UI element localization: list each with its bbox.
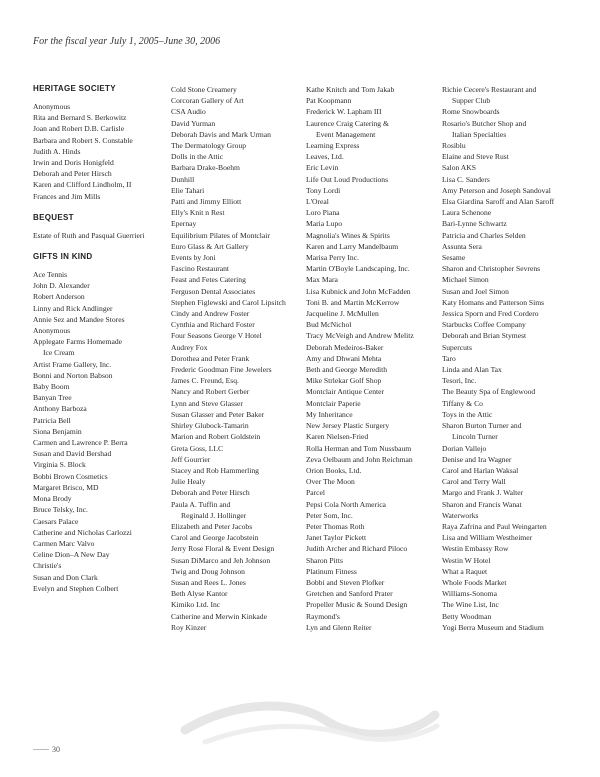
donor-name: Elsa Giardina Saroff and Alan Saroff (442, 197, 555, 207)
donor-name: Anonymous (33, 102, 71, 111)
donor-name: Peter Thomas Roth (306, 521, 365, 531)
donor-name: Mona Brody (33, 494, 72, 504)
donor-name: Anonymous (33, 326, 71, 336)
gifts-list-col2 (171, 84, 301, 633)
donor-name: Life Out Loud Productions (306, 174, 389, 184)
donor-name: Beth and George Meredith (306, 365, 388, 375)
donor-name: Michael Simon (442, 275, 489, 285)
donor-name: Tony Lordi (306, 185, 341, 195)
donor-name: Cynthia and Richard Foster (171, 320, 255, 330)
donor-name: Susan Glasser and Peter Baker (171, 409, 265, 419)
donor-name: Supercuts (442, 342, 472, 352)
page-number (33, 745, 60, 754)
donor-name: Yogi Berra Museum and Stadium (442, 622, 544, 632)
donor-name: Epernay (171, 219, 197, 229)
donor-name: Tracy McVeigh and Andrew Melitz (306, 331, 414, 341)
donor-name: Over The Moon (306, 477, 355, 487)
donor-name: Patricia Bell (33, 415, 71, 425)
donor-name: Carol and Harlan Waksal (442, 465, 519, 475)
donor-name: Linny and Rick Andlinger (33, 303, 113, 313)
donor-name: Stephen Figlewski and Carol Lipsitch (171, 297, 286, 307)
donor-name: Evelyn and Stephen Colbert (33, 583, 119, 593)
donor-name: Rome Snowboards (442, 107, 500, 117)
donor-name: Denise and Ira Wagner (442, 454, 512, 464)
donor-name: Jessica Sporn and Fred Cordero (442, 309, 539, 319)
donor-name: Carol and George Jacobstein (171, 533, 259, 543)
donor-name: L'Oreal (306, 197, 329, 207)
donor-name: Betty Woodman (442, 611, 492, 621)
donor-name: Events by Joni (171, 253, 216, 263)
donor-name: Catherine and Merwin Kinkade (171, 611, 267, 621)
bequest-section (33, 213, 163, 241)
donor-name: Sharon and Francis Wanat (442, 499, 522, 509)
donor-name: Laurence Craig Catering & (306, 118, 389, 128)
donor-name: Frederic Goodman Fine Jewelers (171, 365, 272, 375)
donor-name: Supper Club (452, 96, 491, 106)
donor-name: Siona Benjamin (33, 426, 82, 436)
donor-name: Loro Piana (306, 208, 340, 218)
donor-name: Williams-Sonoma (442, 589, 497, 599)
heritage-section (33, 84, 163, 202)
donor-name: Dorothea and Peter Frank (171, 353, 250, 363)
donor-name: Platinum Fitness (306, 566, 357, 576)
donor-name: Joan and Robert D.B. Carlisle (33, 124, 125, 134)
donor-name: Equilibrium Pilates of Montclair (171, 230, 270, 240)
donor-name: Judith A. Hinds (33, 146, 81, 156)
donor-name: Richie Cecere's Restaurant and (442, 85, 537, 94)
donor-name: Peter Som, Inc. (306, 510, 353, 520)
donor-name: Barbara and Robert S. Constable (33, 135, 133, 145)
donor-name: Orion Books, Ltd. (306, 465, 362, 475)
donor-name: Karen and Clifford Lindholm, II (33, 180, 132, 190)
donor-name: Propeller Music & Sound Design (306, 600, 408, 610)
donor-name: Martin O'Boyle Landscaping, Inc. (306, 264, 410, 274)
donor-name: Elizabeth and Peter Jacobs (171, 521, 253, 531)
decorative-swirl-icon (175, 690, 445, 750)
donor-name: Barbara Drake-Boehm (171, 163, 240, 173)
donor-name: The Dermatology Group (171, 141, 247, 151)
donor-name: Irwin and Doris Honigfeld (33, 158, 114, 168)
donor-name: Lynn and Steve Glasser (171, 398, 243, 408)
donor-name: Zeva Oelbaum and John Reichman (306, 454, 413, 464)
donor-name: Corcoran Gallery of Art (171, 96, 244, 106)
donor-name: Bruce Telsky, Inc. (33, 505, 88, 515)
gifts-list-col3 (306, 84, 436, 633)
donor-name: Laura Schenone (442, 208, 492, 218)
donor-name: Shirley Glubock-Tamarin (171, 421, 249, 431)
donor-name: Lisa Kubnick and John McFadden (306, 286, 411, 296)
donor-name: Twig and Doug Johnson (171, 566, 245, 576)
donor-name: Jacqueline J. McMullen (306, 309, 379, 319)
donor-name: Bobbi and Steven Plofker (306, 577, 385, 587)
donor-name: Stacey and Rob Hammerling (171, 465, 259, 475)
donor-name: Leaves, Ltd. (306, 152, 344, 162)
donor-name: Roy Kinzer (171, 622, 207, 632)
column-2 (171, 84, 301, 633)
donor-name: Amy Peterson and Joseph Sandoval (442, 185, 551, 195)
donor-name: Carol and Terry Wall (442, 477, 506, 487)
donor-name: Montclair Antique Center (306, 387, 385, 397)
donor-name: Pepsi Cola North America (306, 499, 386, 509)
donor-name: Montclair Paperie (306, 398, 361, 408)
donor-name: Ice Cream (43, 348, 75, 358)
donor-name: Event Management (316, 129, 376, 139)
fiscal-year-caption: For the fiscal year July 1, 2005–June 30, 2006 (33, 36, 221, 47)
donor-name: Tesori, Inc. (442, 376, 477, 386)
donor-name: Paula A. Tuffin and (171, 499, 231, 509)
donor-name: Parcel (306, 488, 325, 498)
donor-name: Dunhill (171, 174, 195, 184)
donor-name: Ferguson Dental Associates (171, 286, 256, 296)
donor-name: Cindy and Andrew Foster (171, 309, 250, 319)
donor-name: David Yurman (171, 118, 216, 128)
donor-name: Virginia S. Block (33, 460, 86, 470)
donor-name: Marisa Perry Inc. (306, 253, 359, 263)
donor-name: Lyn and Glenn Reiter (306, 622, 372, 632)
donor-name: Toys in the Attic (442, 409, 493, 419)
donor-name: Jeff Gourrier (171, 454, 211, 464)
page-number-text: 30 (52, 745, 60, 754)
donor-name: Beth Alyse Kantor (171, 589, 228, 599)
donor-name: Fascino Restaurant (171, 264, 229, 274)
donor-name: Catherine and Nicholas Carlozzi (33, 527, 132, 537)
donor-name: Eric Levin (306, 163, 339, 173)
donor-name: Gretchen and Sanford Prater (306, 589, 393, 599)
donor-name: Euro Glass & Art Gallery (171, 241, 249, 251)
donor-name: Susan DiMarco and Jeh Johnson (171, 555, 271, 565)
gifts-list-col4 (442, 84, 592, 633)
donor-name: Deborah and Peter Hirsch (33, 169, 112, 179)
donor-name: Lincoln Turner (452, 432, 498, 442)
donor-name: Toni B. and Martin McKerrow (306, 297, 400, 307)
donor-name: Maria Lupo (306, 219, 343, 229)
donor-name: Katy Homans and Patterson Sims (442, 297, 545, 307)
donor-name: Rosiblu (442, 141, 466, 151)
donor-name: Learning Express (306, 141, 360, 151)
donor-name: Salon AKS (442, 163, 476, 173)
donor-name: Amy and Dhwani Mehta (306, 353, 382, 363)
donor-name: Italian Specialties (452, 129, 507, 139)
donor-name: Taro (442, 353, 456, 363)
donor-name: Cold Stone Creamery (171, 85, 237, 94)
donor-name: Frederick W. Lapham III (306, 107, 382, 117)
donor-name: New Jersey Plastic Surgery (306, 421, 390, 431)
heritage-list (33, 101, 163, 202)
donor-name: Carmen and Lawrence P. Berra (33, 438, 128, 448)
donor-name: Linda and Alan Tax (442, 365, 502, 375)
donor-name: Rita and Bernard S. Berkowitz (33, 113, 127, 123)
donor-name: Lisa and William Westheimer (442, 533, 533, 543)
donor-name: Deborah Davis and Mark Urman (171, 129, 271, 139)
donor-name: John D. Alexander (33, 281, 90, 291)
donor-name: Feast and Fetes Catering (171, 275, 246, 285)
donor-name: Greta Goss, LLC (171, 443, 224, 453)
donor-name: Deborah and Peter Hirsch (171, 488, 250, 498)
donor-name: Judith Archer and Richard Piloco (306, 544, 408, 554)
donor-name: Artist Frame Gallery, Inc. (33, 359, 112, 369)
donor-name: Julie Healy (171, 477, 206, 487)
donor-name: The Beauty Spa of Englewood (442, 387, 536, 397)
donor-name: Elly's Knit n Rest (171, 208, 225, 218)
donor-name: Reginald J. Hollinger (181, 510, 247, 520)
donor-name: Jerry Rose Floral & Event Design (171, 544, 275, 554)
column-4 (442, 84, 592, 633)
donor-name: Raya Zafrina and Paul Weingarten (442, 521, 547, 531)
donor-name: Bud McNichol (306, 320, 352, 330)
donor-name: Margo and Frank J. Walter (442, 488, 524, 498)
donor-name: Waterworks (442, 510, 479, 520)
donor-name: Sesame (442, 253, 466, 263)
donor-name: Sharon Pitts (306, 555, 343, 565)
donor-name: Susan and Don Clark (33, 572, 98, 582)
donor-name: Whole Foods Market (442, 577, 507, 587)
donor-name: Susan and Rees L. Jones (171, 577, 246, 587)
bequest-list (33, 230, 163, 241)
donor-name: CSA Audio (171, 107, 206, 117)
donor-name: My Inheritance (306, 409, 353, 419)
donor-name: Susan and David Bershad (33, 449, 112, 459)
donor-name: Lisa C. Sanders (442, 174, 490, 184)
donor-name: Caesars Palace (33, 516, 79, 526)
donor-name: Rolla Herman and Tom Nussbaum (306, 443, 412, 453)
donor-name: Dolls in the Attic (171, 152, 224, 162)
donor-name: Estate of Ruth and Pasqual Guerrieri (33, 230, 145, 240)
donor-name: Margaret Brisco, MD (33, 482, 99, 492)
gifts-heading: GIFTS IN KIND (33, 252, 93, 262)
donor-name: Westin Embassy Row (442, 544, 509, 554)
donor-name: Bonni and Norton Babson (33, 370, 113, 380)
donor-name: Rosario's Butcher Shop and (442, 118, 527, 128)
donor-name: Kimiko Ltd. Inc (171, 600, 221, 610)
donor-name: Mike Strlekar Golf Shop (306, 376, 382, 386)
donor-name: Nancy and Robert Gerber (171, 387, 250, 397)
donor-name: Celine Dion–A New Day (33, 550, 110, 560)
donor-name: Marion and Robert Goldstein (171, 432, 261, 442)
donor-name: Westin W Hotel (442, 555, 491, 565)
donor-name: Sharon and Christopher Sevrens (442, 264, 541, 274)
donor-name: Bari-Lynne Schwartz (442, 219, 507, 229)
donor-name: Carmen Marc Valvo (33, 538, 95, 548)
donor-name: Elie Tahari (171, 185, 205, 195)
donor-name: Anthony Barboza (33, 404, 87, 414)
donor-name: Applegate Farms Homemade (33, 337, 122, 347)
donor-name: Tiffany & Co (442, 398, 483, 408)
donor-name: Starbucks Coffee Company (442, 320, 526, 330)
donor-name: Elaine and Steve Rust (442, 152, 509, 162)
heritage-heading: HERITAGE SOCIETY (33, 84, 116, 93)
donor-name: James C. Freund, Esq. (171, 376, 239, 386)
donor-name: Deborah and Brian Stymest (442, 331, 527, 341)
donor-name: Karen and Larry Mandelbaum (306, 241, 399, 251)
donor-name: Audrey Fox (171, 342, 208, 352)
donor-name: Janet Taylor Pickett (306, 533, 367, 543)
donor-name: What a Raquet (442, 566, 488, 576)
donor-name: Karen Nielsen-Fried (306, 432, 369, 442)
donor-name: The Wine List, Inc (442, 600, 499, 610)
donor-name: Ace Tennis (33, 270, 68, 280)
donor-name: Susan and Joel Simon (442, 286, 509, 296)
donor-name: Deborah Medeiros-Baker (306, 342, 384, 352)
donor-name: Baby Boom (33, 382, 70, 392)
donor-name: Dorian Vallejo (442, 443, 487, 453)
column-1 (33, 84, 163, 605)
page-number-rule (33, 749, 49, 750)
donor-name: Annie Sez and Mandee Stores (33, 314, 125, 324)
donor-name: Sharon Burton Turner and (442, 421, 522, 431)
donor-name: Raymond's (306, 611, 340, 621)
donor-name: Frances and Jim Mills (33, 191, 101, 201)
column-3 (306, 84, 436, 633)
bequest-heading: BEQUEST (33, 212, 74, 222)
gifts-list-col1 (33, 269, 163, 594)
donor-name: Assunta Sera (442, 241, 482, 251)
donor-name: Banyan Tree (33, 393, 72, 403)
donor-name: Bobbi Brown Cosmetics (33, 471, 108, 481)
donor-name: Patricia and Charles Selden (442, 230, 526, 240)
donor-name: Christie's (33, 561, 62, 571)
donor-name: Patti and Jimmy Elliott (171, 197, 242, 207)
gifts-section (33, 252, 163, 594)
donor-name: Magnolia's Wines & Spirits (306, 230, 390, 240)
donor-name: Robert Anderson (33, 292, 85, 302)
donor-name: Four Seasons George V Hotel (171, 331, 262, 341)
donor-name: Max Mara (306, 275, 338, 285)
donor-name: Kathe Knitch and Tom Jakab (306, 85, 395, 94)
donor-name: Pat Koopmann (306, 96, 352, 106)
